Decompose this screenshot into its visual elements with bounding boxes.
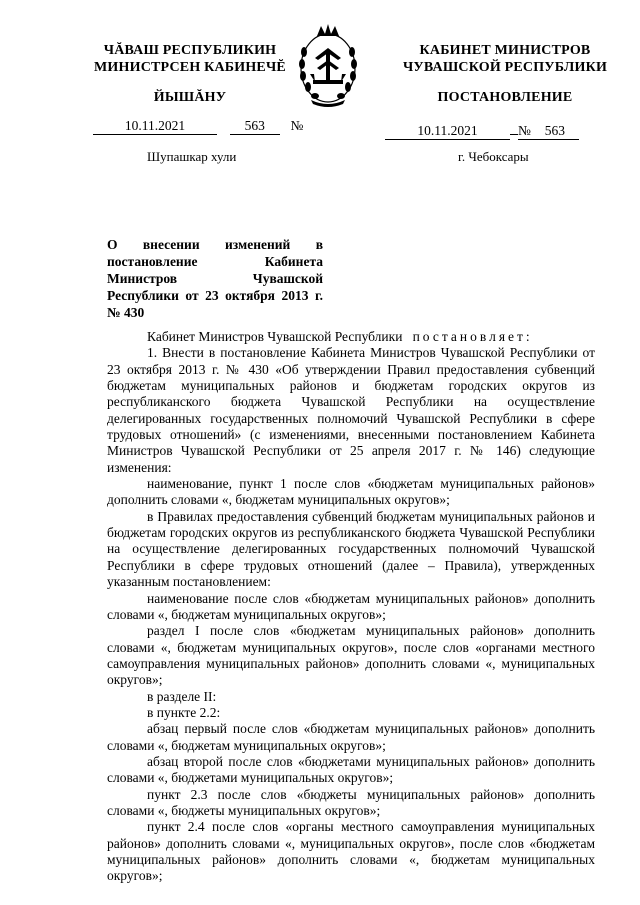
- header-left-doctype: ЙЫШĂНУ: [153, 90, 227, 105]
- header-right-doctype: ПОСТАНОВЛЕНИЕ: [437, 90, 573, 105]
- left-date-line: [93, 118, 303, 136]
- body-paragraph-5: раздел I после слов «бюджетам муниципальных районов» дополнить словами «, бюджетам муниципальных округов», после слов «органами местного самоуправления муниципальных районов» дополнить словами «, муниципальных округов»;: [107, 623, 595, 688]
- header-right-line2: ЧУВАШСКОЙ РЕСПУБЛИКИ: [402, 60, 608, 75]
- document-body: [107, 329, 595, 885]
- right-date: 10.11.2021: [385, 123, 510, 140]
- header-left-line1: ЧĂВАШ РЕСПУБЛИКИН: [103, 43, 277, 58]
- right-number-sign: №: [518, 123, 531, 138]
- right-number: 563: [531, 123, 579, 140]
- header-left-line2: МИНИСТРСЕН КАБИНЕЧĔ: [94, 60, 286, 75]
- right-date-line: [385, 118, 579, 136]
- body-paragraph-9: абзац второй после слов «бюджетами муниципальных районов» дополнить словами «, бюджетами муниципальных округов»;: [107, 753, 595, 786]
- document-title: О внесении изменений в постановление Кабинета Министров Чувашской Республики от 23 октября 2013 г. № 430: [107, 237, 323, 320]
- body-paragraph-1: 1. Внести в постановление Кабинета Министров Чувашской Республики от 23 октября 2013 г. № 430 «Об утверждении Правил предоставления субвенций бюджетам муниципальных районов и бюджетам городских округов из республиканского бюджета Чувашской Республики на осуществление делегированных государственных полномочий Чувашской Республики в сфере трудовых отношений» (с изменениями, внесенными постановлением Кабинета Министров Чувашской Республики от 25 апреля 2017 г. № 146) следующие изменения:: [107, 345, 595, 475]
- left-number: 563: [230, 118, 280, 135]
- body-paragraph-3: в Правилах предоставления субвенций бюджетам муниципальных районов и бюджетам городских округов из республиканского бюджета Чувашской Республики на осуществление делегированных государственных полномочий Чувашской Республики в сфере трудовых отношений (далее – Правила), утвержденных указанным постановлением:: [107, 508, 595, 590]
- body-paragraph-11: пункт 2.4 после слов «органы местного самоуправления муниципальных районов» дополнить словами «, муниципальных округов», после слов «бюджетам муниципальных районов» дополнить словами «, бюджетам муниципальных округов»;: [107, 819, 595, 884]
- emblem-icon: [293, 22, 363, 108]
- body-paragraph-6: в разделе II:: [147, 688, 217, 704]
- header-right-org: [390, 42, 620, 76]
- coat-of-arms-emblem: [293, 22, 363, 108]
- place-right: г. Чебоксары: [458, 149, 529, 164]
- intro-prefix: Кабинет Министров Чувашской Республики: [147, 329, 403, 344]
- header-right-line1: КАБИНЕТ МИНИСТРОВ: [419, 43, 591, 58]
- body-paragraph-8: абзац первый после слов «бюджетам муниципальных районов» дополнить словами «, бюджетам муниципальных округов»;: [107, 721, 595, 753]
- header-left-org: [70, 42, 310, 76]
- left-number-sign: №: [290, 118, 304, 133]
- body-paragraph-7: в пункте 2.2:: [147, 704, 221, 720]
- intro-verb: постановляет:: [412, 329, 533, 344]
- body-paragraph-4: наименование после слов «бюджетам муниципальных районов» дополнить словами «, бюджетам муниципальных округов»;: [107, 590, 595, 622]
- left-date: 10.11.2021: [93, 118, 217, 135]
- body-paragraph-10: пункт 2.3 после слов «бюджеты муниципальных районов» дополнить словами «, бюджеты муниципальных округов»;: [107, 786, 595, 818]
- body-intro: [107, 329, 595, 345]
- place-left: Шупашкар хули: [147, 149, 237, 164]
- body-paragraph-2: наименование, пункт 1 после слов «бюджетам муниципальных районов» дополнить словами «, бюджетам муниципальных округов»;: [107, 476, 595, 508]
